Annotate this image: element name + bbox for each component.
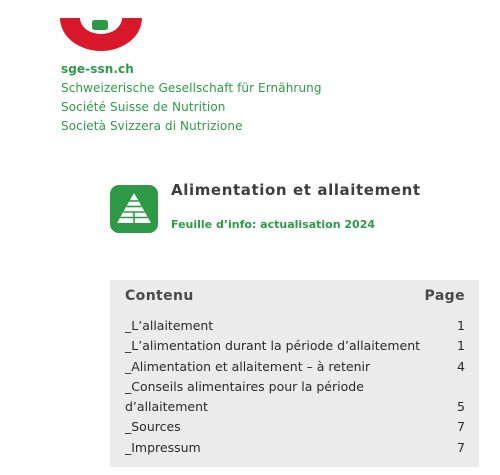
toc-item-page: 1	[457, 318, 465, 333]
organization-name-fr: Société Suisse de Nutrition	[61, 100, 226, 114]
sge-logo	[60, 0, 142, 56]
toc-list	[125, 316, 465, 458]
toc-heading: Contenu	[125, 288, 194, 304]
toc-item-label: _L’alimentation durant la période d’allaitement	[125, 338, 421, 354]
toc-item-label: _L’allaitement	[125, 318, 214, 333]
organization-block	[61, 60, 322, 136]
toc-item-page: 7	[457, 419, 465, 435]
toc-item[interactable]	[125, 417, 465, 437]
toc-item[interactable]	[125, 316, 465, 336]
organization-name-de: Schweizerische Gesellschaft für Ernährung	[61, 81, 322, 95]
toc-item-label: _Sources	[125, 419, 181, 435]
toc-item-page: 5	[457, 399, 465, 415]
organization-domain[interactable]: sge-ssn.ch	[61, 62, 134, 76]
toc-page-heading: Page	[424, 288, 465, 304]
toc-item-label: _Conseils alimentaires pour la période d’allaitement	[125, 378, 364, 415]
table-of-contents	[110, 280, 479, 467]
food-pyramid-icon	[110, 185, 158, 233]
toc-item[interactable]	[125, 438, 465, 458]
toc-item-page: 1	[457, 338, 465, 354]
toc-item-page: 4	[457, 358, 465, 374]
toc-item-page: 7	[457, 439, 465, 455]
toc-item[interactable]	[125, 357, 465, 377]
toc-item-label: _Alimentation et allaitement – à retenir	[125, 358, 371, 374]
toc-item[interactable]	[125, 377, 465, 418]
toc-header	[125, 288, 465, 304]
document-title: Alimentation et allaitement	[171, 181, 421, 199]
toc-item[interactable]	[125, 336, 465, 356]
organization-name-it: Società Svizzera di Nutrizione	[61, 119, 243, 133]
toc-item-label: _Impressum	[125, 439, 201, 455]
document-subtitle: Feuille d’info: actualisation 2024	[171, 218, 376, 231]
